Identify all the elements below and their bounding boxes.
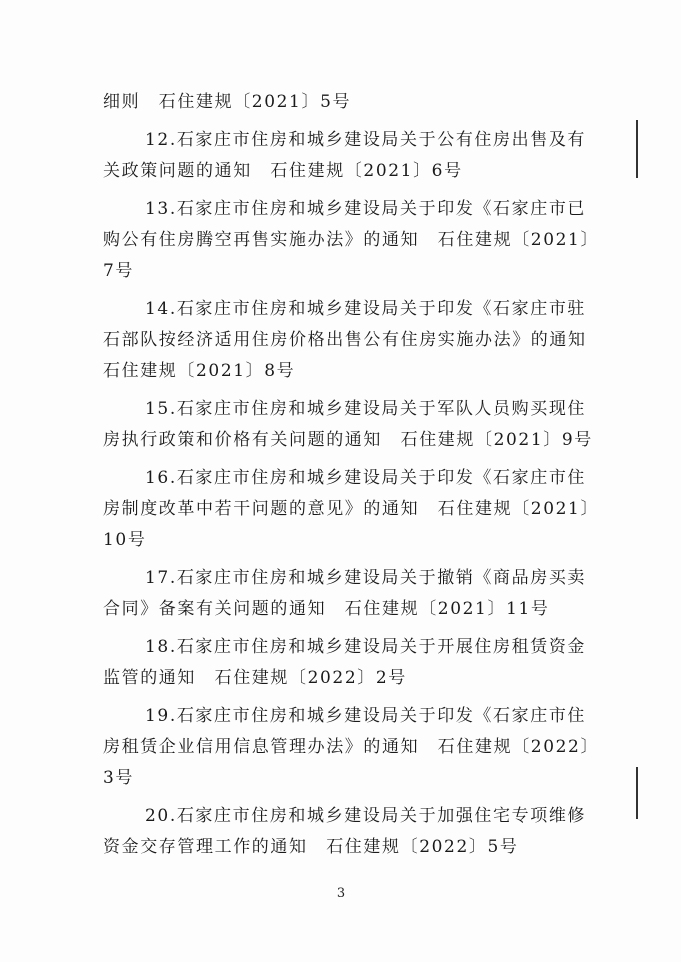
scan-mark-top bbox=[636, 120, 638, 178]
item-13-line-3: 7号 bbox=[103, 261, 135, 281]
item-16-line-2: 房制度改革中若干问题的意见》的通知 石住建规〔2021〕 bbox=[103, 499, 600, 519]
item-12-line-2: 关政策问题的通知 石住建规〔2021〕6号 bbox=[103, 161, 463, 181]
item-17-line-1: 17.石家庄市住房和城乡建设局关于撤销《商品房买卖 bbox=[145, 568, 587, 588]
item-20-line-2: 资金交存管理工作的通知 石住建规〔2022〕5号 bbox=[103, 837, 519, 857]
item-18-line-2: 监管的通知 石住建规〔2022〕2号 bbox=[103, 668, 407, 688]
item-15-line-2: 房执行政策和价格有关问题的通知 石住建规〔2021〕9号 bbox=[103, 430, 593, 450]
item-13-line-1: 13.石家庄市住房和城乡建设局关于印发《石家庄市已 bbox=[145, 199, 587, 219]
item-19-line-1: 19.石家庄市住房和城乡建设局关于印发《石家庄市住 bbox=[145, 706, 587, 726]
item-19-line-3: 3号 bbox=[103, 768, 135, 788]
item-12-line-1: 12.石家庄市住房和城乡建设局关于公有住房出售及有 bbox=[145, 130, 587, 150]
continuation-line: 细则 石住建规〔2021〕5号 bbox=[103, 92, 352, 112]
item-14-line-3: 石住建规〔2021〕8号 bbox=[103, 361, 296, 381]
page-number: 3 bbox=[336, 886, 346, 901]
item-16-line-3: 10号 bbox=[103, 530, 147, 550]
item-14-line-1: 14.石家庄市住房和城乡建设局关于印发《石家庄市驻 bbox=[145, 299, 587, 319]
item-15-line-1: 15.石家庄市住房和城乡建设局关于军队人员购买现住 bbox=[145, 399, 587, 419]
scan-mark-bottom bbox=[636, 767, 638, 819]
item-17-line-2: 合同》备案有关问题的通知 石住建规〔2021〕11号 bbox=[103, 599, 550, 619]
item-16-line-1: 16.石家庄市住房和城乡建设局关于印发《石家庄市住 bbox=[145, 468, 587, 488]
item-14-line-2: 石部队按经济适用住房价格出售公有住房实施办法》的通知 bbox=[103, 330, 587, 350]
item-13-line-2: 购公有住房腾空再售实施办法》的通知 石住建规〔2021〕 bbox=[103, 230, 600, 250]
item-19-line-2: 房租赁企业信用信息管理办法》的通知 石住建规〔2022〕 bbox=[103, 737, 600, 757]
item-18-line-1: 18.石家庄市住房和城乡建设局关于开展住房租赁资金 bbox=[145, 637, 587, 657]
item-20-line-1: 20.石家庄市住房和城乡建设局关于加强住宅专项维修 bbox=[145, 806, 587, 826]
